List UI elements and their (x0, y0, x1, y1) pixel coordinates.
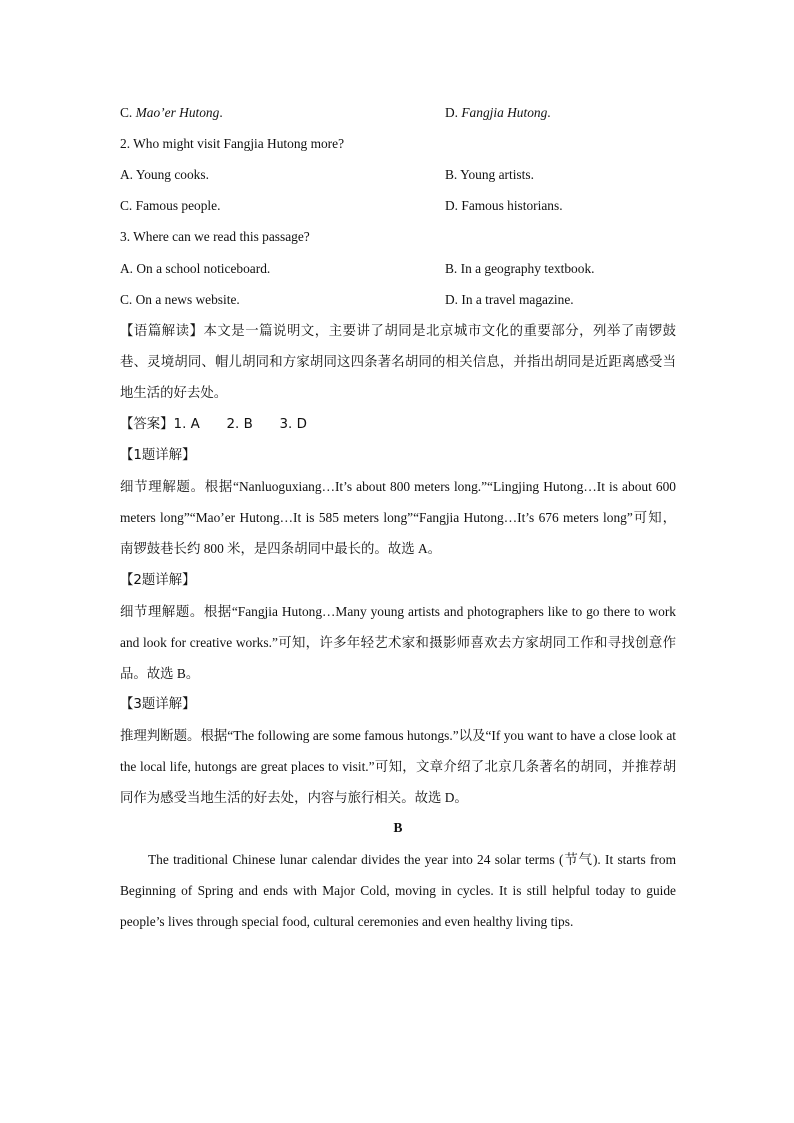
q2-option-a: A. Young cooks. (120, 167, 209, 182)
q2-option-b: B. Young artists. (445, 167, 534, 182)
q3-question: 3. Where can we read this passage? (120, 229, 310, 244)
detail-3-title: 【3题详解】 (120, 697, 196, 712)
q2-option-c: C. Famous people. (120, 198, 221, 213)
passage-b: The traditional Chinese lunar calendar divides the year into 24 solar terms (节气). It starts from Beginning of Spring and ends with Major Cold, moving in cycles. It is still helpful today to guide people’s lives through special food, cultural ceremonies and even healthy living tips. (120, 852, 676, 929)
detail-2-title: 【2题详解】 (120, 573, 196, 588)
detail-1-title: 【1题详解】 (120, 448, 196, 463)
q2-options-row-2 (120, 197, 563, 215)
reading-intro: 【语篇解读】本文是一篇说明文，主要讲了胡同是北京城市文化的重要部分，列举了南锣鼓巷、灵境胡同、帽儿胡同和方家胡同这四条著名胡同的相关信息，并指出胡同是近距离感受当地生活的好去处。 (120, 324, 676, 401)
q1-options-row (120, 104, 551, 122)
detail-1-text: 细节理解题。根据“Nanluoguxiang…It’s about 800 meters long.”“Lingjing Hutong…It is about 600 meters long”“Mao’er Hutong…It is 585 meters long”“Fangjia Hutong…It’s 676 meters long”可知，南锣鼓巷长约 800 米，是四条胡同中最长的。故选 A。 (120, 479, 676, 556)
q3-option-c: C. On a news website. (120, 292, 240, 307)
q3-option-d: D. In a travel magazine. (445, 292, 574, 307)
q1-option-c: C. Mao’er Hutong. (120, 105, 223, 120)
answer-line: 【答案】1. A 2. B 3. D (120, 417, 307, 432)
q3-options-row-2 (120, 291, 574, 309)
detail-3-text: 推理判断题。根据“The following are some famous hutongs.”以及“If you want to have a close look at the local life, hutongs are great places to visit.”可知，文章介绍了北京几条著名的胡同，并推荐胡同作为感受当地生活的好去处，内容与旅行相关。故选 D。 (120, 728, 676, 805)
detail-2-text: 细节理解题。根据“Fangjia Hutong…Many young artists and photographers like to go there to work and look for creative works.”可知，许多年轻艺术家和摄影师喜欢去方家胡同工作和寻找创意作品。故选 B。 (120, 604, 676, 681)
q3-option-b: B. In a geography textbook. (445, 261, 595, 276)
q2-option-d: D. Famous historians. (445, 198, 563, 213)
q1-option-d: D. Fangjia Hutong. (445, 105, 551, 120)
q3-options-row-1 (120, 260, 595, 278)
q3-option-a: A. On a school noticeboard. (120, 261, 271, 276)
section-label-b: B (393, 820, 403, 835)
q2-question: 2. Who might visit Fangjia Hutong more? (120, 136, 345, 151)
q2-options-row-1 (120, 166, 534, 184)
